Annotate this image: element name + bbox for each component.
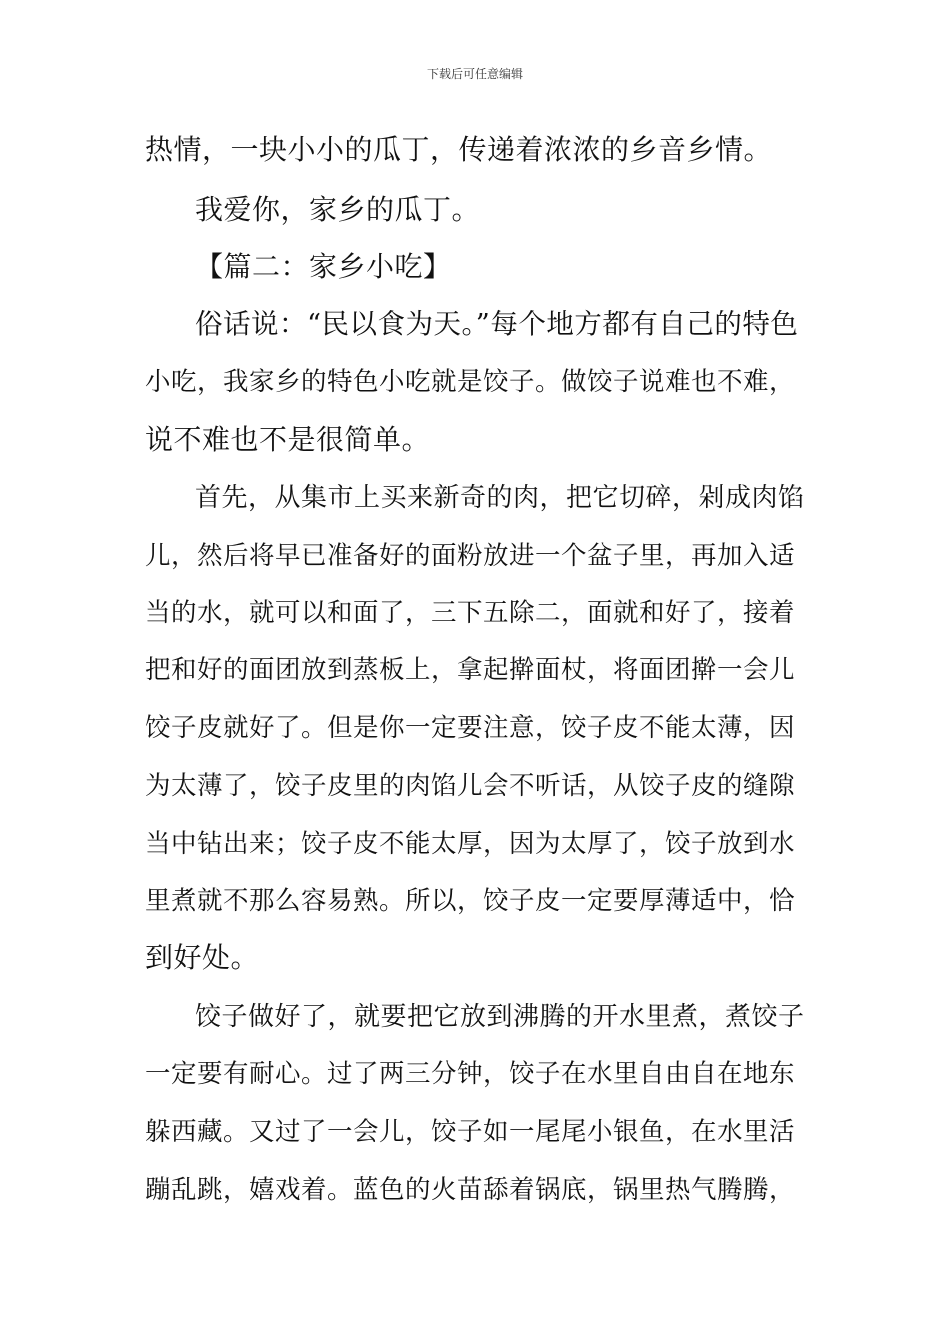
text-line: 当中钻出来；饺子皮不能太厚，因为太厚了，饺子放到水	[145, 829, 796, 859]
text-line: 蹦乱跳，嬉戏着。蓝色的火苗舔着锅底，锅里热气腾腾，	[145, 1175, 796, 1205]
text-line: 俗话说：“民以食为天。”每个地方都有自己的特色	[195, 308, 799, 340]
text-line: 为太薄了，饺子皮里的肉馅儿会不听话，从饺子皮的缝隙	[145, 771, 796, 801]
text-line: 到好处。	[145, 941, 260, 974]
text-line: 首先，从集市上买来新奇的肉，把它切碎，剁成肉馅	[195, 483, 805, 513]
text-line: 一定要有耐心。过了两三分钟，饺子在水里自由自在地东	[145, 1059, 796, 1089]
text-line: 小吃，我家乡的特色小吃就是饺子。做饺子说难也不难，	[145, 367, 796, 397]
text-line: 把和好的面团放到蒸板上，拿起擀面杖，将面团擀一会儿	[145, 655, 796, 685]
text-line: 我爱你，家乡的瓜丁。	[195, 193, 481, 226]
text-line: 饺子做好了，就要把它放到沸腾的开水里煮，煮饺子	[195, 1002, 805, 1032]
text-line: 里煮就不那么容易熟。所以，饺子皮一定要厚薄适中，恰	[145, 886, 796, 916]
text-line: 当的水，就可以和面了，三下五除二，面就和好了，接着	[145, 598, 796, 628]
text-line: 热情，一块小小的瓜丁，传递着浓浓的乡音乡情。	[145, 133, 773, 166]
text-line: 儿，然后将早已准备好的面粉放进一个盆子里，再加入适	[145, 541, 796, 571]
text-line: 躲西藏。又过了一会儿，饺子如一尾尾小银鱼，在水里活	[145, 1117, 796, 1147]
page-header: 下载后可任意编辑	[426, 67, 523, 81]
text-line: 饺子皮就好了。但是你一定要注意，饺子皮不能太薄，因	[145, 713, 796, 743]
text-line: 说不难也不是很简单。	[145, 423, 431, 456]
section-heading: 【篇二：家乡小吃】	[195, 250, 452, 283]
